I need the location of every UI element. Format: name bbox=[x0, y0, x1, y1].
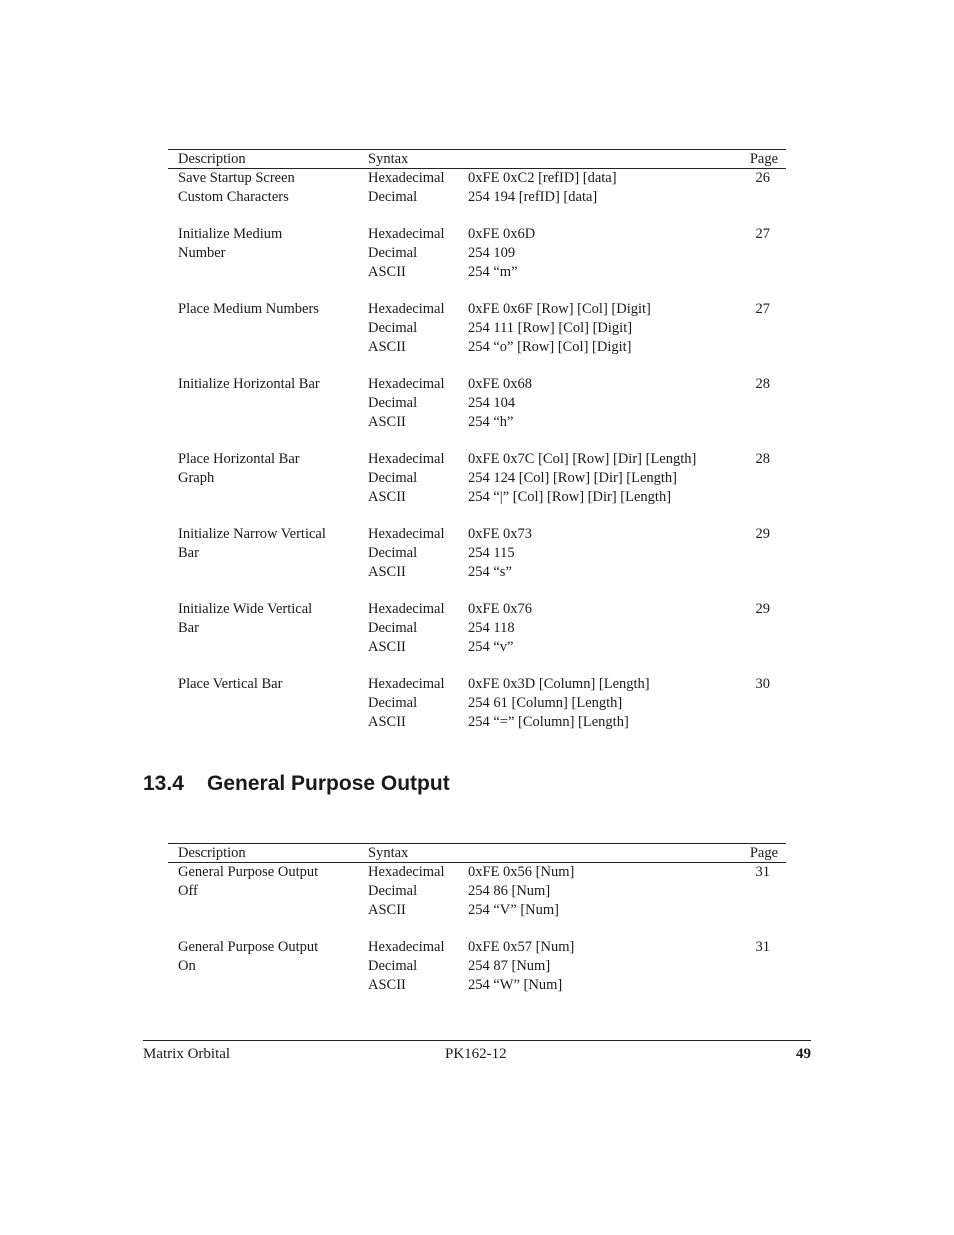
syntax-code: 0xFE 0x7C [Col] [Row] [Dir] [Length] bbox=[468, 451, 697, 467]
command-entry bbox=[168, 525, 786, 582]
syntax-format: Hexadecimal bbox=[368, 939, 445, 955]
syntax-format: ASCII bbox=[368, 339, 406, 355]
table-row bbox=[168, 225, 786, 244]
syntax-code: 254 86 [Num] bbox=[468, 883, 551, 899]
command-description: Initialize Narrow Vertical bbox=[178, 526, 326, 542]
syntax-format: Decimal bbox=[368, 470, 418, 486]
command-description: Save Startup Screen bbox=[178, 170, 295, 186]
table-header bbox=[168, 149, 786, 169]
syntax-code: 254 124 [Col] [Row] [Dir] [Length] bbox=[468, 470, 677, 486]
syntax-code: 254 “V” [Num] bbox=[468, 902, 560, 918]
command-entry bbox=[168, 450, 786, 507]
command-description: General Purpose Output bbox=[178, 864, 319, 880]
table-row bbox=[168, 488, 786, 507]
syntax-code: 0xFE 0x56 [Num] bbox=[468, 864, 575, 880]
table-row bbox=[168, 957, 786, 976]
syntax-format: Hexadecimal bbox=[368, 376, 445, 392]
table-row bbox=[168, 263, 786, 282]
table-row bbox=[168, 863, 786, 882]
syntax-format: Hexadecimal bbox=[368, 226, 445, 242]
command-description: On bbox=[178, 958, 196, 974]
table-row bbox=[168, 976, 786, 995]
syntax-code: 254 111 [Row] [Col] [Digit] bbox=[468, 320, 633, 336]
command-entry bbox=[168, 169, 786, 207]
syntax-format: ASCII bbox=[368, 264, 406, 280]
command-description: Custom Characters bbox=[178, 189, 289, 205]
syntax-format: Decimal bbox=[368, 883, 418, 899]
header-syntax: Syntax bbox=[368, 151, 409, 167]
table-body bbox=[168, 169, 786, 732]
command-entry bbox=[168, 375, 786, 432]
syntax-format: Hexadecimal bbox=[368, 170, 445, 186]
page-reference: 26 bbox=[755, 170, 770, 186]
header-description: Description bbox=[178, 845, 246, 861]
table-row bbox=[168, 375, 786, 394]
syntax-code: 0xFE 0x73 bbox=[468, 526, 533, 542]
section-heading bbox=[143, 769, 450, 799]
syntax-format: ASCII bbox=[368, 977, 406, 993]
page-reference: 29 bbox=[755, 526, 770, 542]
syntax-code: 0xFE 0x6D bbox=[468, 226, 536, 242]
syntax-format: ASCII bbox=[368, 414, 406, 430]
page-footer bbox=[143, 1040, 811, 1069]
page-reference: 29 bbox=[755, 601, 770, 617]
command-description: Graph bbox=[178, 470, 215, 486]
table-row bbox=[168, 563, 786, 582]
table-row bbox=[168, 638, 786, 657]
page-reference: 27 bbox=[755, 226, 770, 242]
syntax-code: 254 115 bbox=[468, 545, 515, 561]
header-description: Description bbox=[178, 151, 246, 167]
syntax-code: 0xFE 0xC2 [refID] [data] bbox=[468, 170, 617, 186]
syntax-code: 254 “s” bbox=[468, 564, 512, 580]
syntax-format: Decimal bbox=[368, 245, 418, 261]
table-row bbox=[168, 244, 786, 263]
command-description: Bar bbox=[178, 545, 199, 561]
page-reference: 30 bbox=[755, 676, 770, 692]
syntax-code: 254 “|” [Col] [Row] [Dir] [Length] bbox=[468, 489, 672, 505]
syntax-format: Decimal bbox=[368, 695, 418, 711]
table-body bbox=[168, 863, 786, 995]
header-syntax: Syntax bbox=[368, 845, 409, 861]
syntax-format: Hexadecimal bbox=[368, 601, 445, 617]
command-entry bbox=[168, 300, 786, 357]
syntax-code: 254 “o” [Row] [Col] [Digit] bbox=[468, 339, 632, 355]
table-header bbox=[168, 843, 786, 863]
syntax-code: 254 87 [Num] bbox=[468, 958, 551, 974]
footer-company: Matrix Orbital bbox=[143, 1046, 231, 1062]
syntax-code: 254 “h” bbox=[468, 414, 514, 430]
table-row bbox=[168, 394, 786, 413]
table-row bbox=[168, 675, 786, 694]
syntax-code: 0xFE 0x68 bbox=[468, 376, 533, 392]
syntax-format: ASCII bbox=[368, 489, 406, 505]
syntax-code: 0xFE 0x57 [Num] bbox=[468, 939, 575, 955]
header-page: Page bbox=[749, 845, 778, 861]
command-description: General Purpose Output bbox=[178, 939, 319, 955]
table-row bbox=[168, 525, 786, 544]
syntax-format: ASCII bbox=[368, 639, 406, 655]
table-row bbox=[168, 450, 786, 469]
syntax-code: 254 194 [refID] [data] bbox=[468, 189, 598, 205]
footer-model: PK162-12 bbox=[445, 1046, 507, 1062]
page-reference: 28 bbox=[755, 451, 770, 467]
table-row bbox=[168, 544, 786, 563]
command-description: Off bbox=[178, 883, 198, 899]
command-description: Place Medium Numbers bbox=[178, 301, 319, 317]
header-page: Page bbox=[749, 151, 778, 167]
command-description: Initialize Horizontal Bar bbox=[178, 376, 320, 392]
syntax-format: Decimal bbox=[368, 958, 418, 974]
table-row bbox=[168, 319, 786, 338]
table-row bbox=[168, 694, 786, 713]
syntax-code: 254 “=” [Column] [Length] bbox=[468, 714, 629, 730]
command-entry bbox=[168, 600, 786, 657]
syntax-format: ASCII bbox=[368, 902, 406, 918]
syntax-code: 254 61 [Column] [Length] bbox=[468, 695, 623, 711]
table-row bbox=[168, 469, 786, 488]
syntax-format: Hexadecimal bbox=[368, 864, 445, 880]
section-number: 13.4 bbox=[143, 772, 184, 795]
table-row bbox=[168, 600, 786, 619]
command-description: Place Horizontal Bar bbox=[178, 451, 300, 467]
syntax-format: Hexadecimal bbox=[368, 676, 445, 692]
syntax-code: 254 104 bbox=[468, 395, 516, 411]
command-entry bbox=[168, 225, 786, 282]
table-row bbox=[168, 713, 786, 732]
syntax-format: Decimal bbox=[368, 189, 418, 205]
table-row bbox=[168, 882, 786, 901]
syntax-code: 0xFE 0x3D [Column] [Length] bbox=[468, 676, 650, 692]
syntax-format: Hexadecimal bbox=[368, 301, 445, 317]
table-row bbox=[168, 413, 786, 432]
command-table-display bbox=[168, 149, 786, 732]
syntax-format: Hexadecimal bbox=[368, 451, 445, 467]
section-title: General Purpose Output bbox=[207, 772, 450, 795]
command-entry bbox=[168, 938, 786, 995]
syntax-format: ASCII bbox=[368, 714, 406, 730]
syntax-code: 0xFE 0x76 bbox=[468, 601, 533, 617]
table-row bbox=[168, 338, 786, 357]
syntax-format: Decimal bbox=[368, 545, 418, 561]
command-description: Initialize Wide Vertical bbox=[178, 601, 313, 617]
syntax-format: Hexadecimal bbox=[368, 526, 445, 542]
syntax-code: 254 109 bbox=[468, 245, 516, 261]
command-entry bbox=[168, 863, 786, 920]
command-description: Number bbox=[178, 245, 226, 261]
table-row bbox=[168, 901, 786, 920]
syntax-format: ASCII bbox=[368, 564, 406, 580]
syntax-code: 254 “v” bbox=[468, 639, 514, 655]
command-table-gpo bbox=[168, 843, 786, 995]
table-row bbox=[168, 938, 786, 957]
syntax-format: Decimal bbox=[368, 620, 418, 636]
command-description: Initialize Medium bbox=[178, 226, 283, 242]
syntax-format: Decimal bbox=[368, 320, 418, 336]
table-row bbox=[168, 300, 786, 319]
syntax-code: 254 “W” [Num] bbox=[468, 977, 563, 993]
table-row bbox=[168, 169, 786, 188]
command-description: Bar bbox=[178, 620, 199, 636]
table-row bbox=[168, 619, 786, 638]
syntax-code: 254 118 bbox=[468, 620, 515, 636]
page-reference: 31 bbox=[755, 864, 770, 880]
table-row bbox=[168, 188, 786, 207]
syntax-code: 254 “m” bbox=[468, 264, 518, 280]
page-reference: 27 bbox=[755, 301, 770, 317]
command-entry bbox=[168, 675, 786, 732]
syntax-format: Decimal bbox=[368, 395, 418, 411]
syntax-code: 0xFE 0x6F [Row] [Col] [Digit] bbox=[468, 301, 651, 317]
page-reference: 28 bbox=[755, 376, 770, 392]
page-reference: 31 bbox=[755, 939, 770, 955]
footer-page-number: 49 bbox=[796, 1046, 811, 1062]
command-description: Place Vertical Bar bbox=[178, 676, 283, 692]
